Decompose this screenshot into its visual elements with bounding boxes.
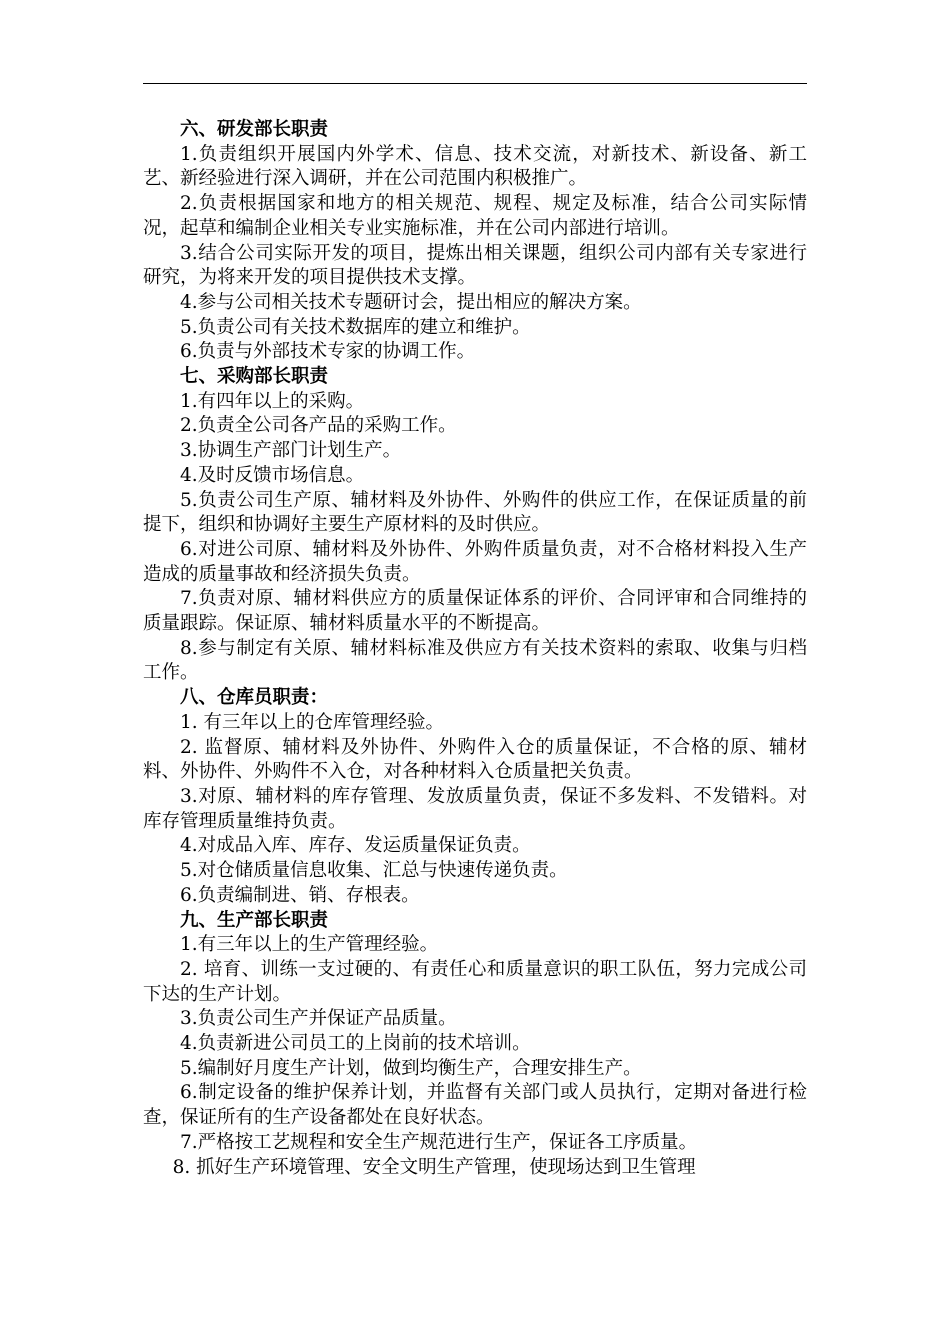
document-body bbox=[143, 118, 807, 1180]
duty-item: 3.负责公司生产并保证产品质量。 bbox=[180, 1008, 457, 1030]
duty-item: 4.参与公司相关技术专题研讨会，提出相应的解决方案。 bbox=[180, 291, 642, 313]
duty-item: 1. 有三年以上的仓库管理经验。 bbox=[180, 711, 445, 733]
duty-item: 2. 监督原、辅材料及外协件、外购件入仓的质量保证，不合格的原、辅材料、外协件、外购件不入仓，对各种材料入仓质量把关负责。 bbox=[143, 736, 807, 783]
duty-item: 5.对仓储质量信息收集、汇总与快速传递负责。 bbox=[180, 860, 568, 882]
section-heading-warehouse-clerk: 八、仓库员职责： bbox=[180, 687, 329, 709]
duty-item: 6.负责编制进、销、存根表。 bbox=[180, 884, 420, 906]
duty-item: 6.负责与外部技术专家的协调工作。 bbox=[180, 341, 476, 363]
duty-item: 2.负责全公司各产品的采购工作。 bbox=[180, 415, 457, 437]
duty-item: 3.协调生产部门计划生产。 bbox=[180, 440, 402, 462]
section-heading-rd-manager: 六、研发部长职责 bbox=[180, 119, 329, 140]
duty-item: 3.结合公司实际开发的项目，提炼出相关课题，组织公司内部有关专家进行研究，为将来开发的项目提供技术支撑。 bbox=[143, 242, 807, 289]
duty-item: 5.负责公司生产原、辅材料及外协件、外购件的供应工作，在保证质量的前提下，组织和协调好主要生产原材料的及时供应。 bbox=[143, 489, 807, 536]
duty-item: 4.及时反馈市场信息。 bbox=[180, 464, 365, 486]
duty-item: 1.有四年以上的采购。 bbox=[180, 390, 365, 412]
duty-item: 7.严格按工艺规程和安全生产规范进行生产，保证各工序质量。 bbox=[180, 1131, 698, 1153]
duty-item: 1.有三年以上的生产管理经验。 bbox=[180, 934, 439, 956]
duty-item: 1.负责组织开展国内外学术、信息、技术交流，对新技术、新设备、新工艺、新经验进行深入调研，并在公司范围内积极推广。 bbox=[143, 143, 807, 190]
header-rule bbox=[143, 83, 807, 84]
duty-item: 3.对原、辅材料的库存管理、发放质量负责，保证不多发料、不发错料。对库存管理质量维持负责。 bbox=[143, 785, 807, 832]
section-heading-purchasing-manager: 七、采购部长职责 bbox=[180, 366, 329, 388]
duty-item: 8. 抓好生产环境管理、安全文明生产管理，使现场达到卫生管理 bbox=[172, 1156, 696, 1178]
section-heading-production-manager: 九、生产部长职责 bbox=[180, 909, 329, 931]
duty-item: 5.负责公司有关技术数据库的建立和维护。 bbox=[180, 316, 531, 338]
duty-item: 2.负责根据国家和地方的相关规范、规程、规定及标准，结合公司实际情况，起草和编制企业相关专业实施标准，并在公司内部进行培训。 bbox=[143, 193, 807, 239]
duty-item: 4.对成品入库、库存、发运质量保证负责。 bbox=[180, 835, 531, 857]
duty-item: 2. 培育、训练一支过硬的、有责任心和质量意识的职工队伍，努力完成公司下达的生产计划。 bbox=[143, 958, 807, 1005]
duty-item: 5.编制好月度生产计划，做到均衡生产，合理安排生产。 bbox=[180, 1057, 642, 1079]
duty-item: 4.负责新进公司员工的上岗前的技术培训。 bbox=[180, 1033, 531, 1055]
duty-item: 6.对进公司原、辅材料及外协件、外购件质量负责，对不合格材料投入生产造成的质量事故和经济损失负责。 bbox=[143, 538, 807, 585]
duty-item: 8.参与制定有关原、辅材料标准及供应方有关技术资料的索取、收集与归档工作。 bbox=[143, 637, 807, 684]
duty-item: 6.制定设备的维护保养计划，并监督有关部门或人员执行，定期对备进行检查，保证所有的生产设备都处在良好状态。 bbox=[143, 1082, 807, 1129]
duty-item: 7.负责对原、辅材料供应方的质量保证体系的评价、合同评审和合同维持的质量跟踪。保证原、辅材料质量水平的不断提高。 bbox=[143, 588, 807, 635]
